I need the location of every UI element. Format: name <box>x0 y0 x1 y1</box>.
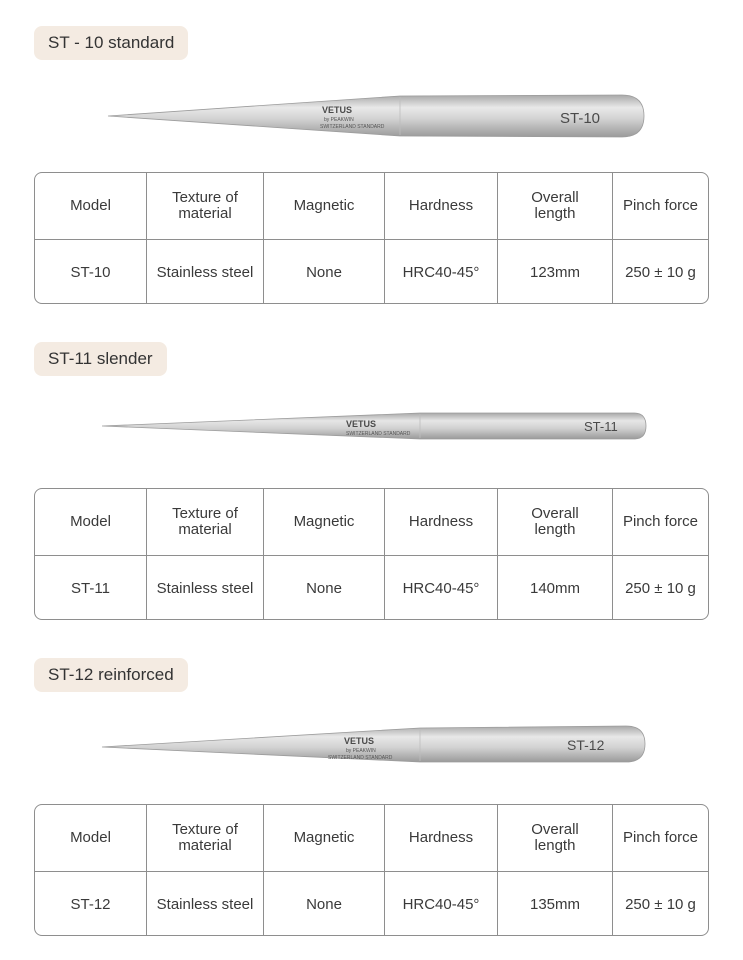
table-header-row <box>35 805 708 872</box>
header-magnetic: Magnetic <box>264 489 385 555</box>
tweezer-image <box>100 90 650 144</box>
cell-length: 123mm <box>498 240 613 304</box>
header-pinch-force: Pinch force <box>622 829 699 846</box>
header-texture-line2: material <box>178 521 232 538</box>
tweezer-subtext: by PEAKWIN <box>346 748 376 754</box>
header-hardness: Hardness <box>385 173 498 239</box>
cell-pinch-force: 250 ± 10 g <box>625 896 696 913</box>
tweezer-illustration <box>100 90 650 144</box>
header-texture-line2: material <box>178 205 232 222</box>
cell-pinch-force: 250 ± 10 g <box>625 580 696 597</box>
header-length-line1: Overall <box>531 189 579 206</box>
cell-magnetic: None <box>264 556 385 620</box>
header-texture <box>147 173 264 239</box>
tweezer-subtext: SWITZERLAND STANDARD <box>346 431 411 437</box>
header-length-line1: Overall <box>531 505 579 522</box>
tweezer-subtext: SWITZERLAND STANDARD <box>320 124 385 130</box>
tweezer-brand-text: VETUS <box>344 736 375 746</box>
header-texture <box>147 489 264 555</box>
header-texture-line2: material <box>178 837 232 854</box>
tweezer-subtext: by PEAKWIN <box>324 117 354 123</box>
tweezer-model-text: ST-12 <box>567 737 605 753</box>
product-section-st11 <box>0 316 743 632</box>
header-model: Model <box>35 173 147 239</box>
cell-hardness: HRC40-45° <box>385 556 498 620</box>
table-row <box>35 556 708 620</box>
tweezer-illustration <box>100 406 650 460</box>
header-length-line2: length <box>534 837 576 854</box>
cell-pinch-force: 250 ± 10 g <box>625 264 696 281</box>
header-pinch-force: Pinch force <box>622 513 699 530</box>
cell-material: Stainless steel <box>147 240 264 304</box>
header-texture-line1: Texture of <box>172 505 238 522</box>
header-magnetic: Magnetic <box>264 173 385 239</box>
cell-model: ST-12 <box>35 872 147 936</box>
header-texture <box>147 805 264 871</box>
cell-hardness: HRC40-45° <box>385 872 498 936</box>
spec-table <box>34 804 709 936</box>
header-magnetic: Magnetic <box>264 805 385 871</box>
spec-table <box>34 488 709 620</box>
tweezer-image <box>100 722 650 776</box>
table-row <box>35 240 708 304</box>
header-hardness: Hardness <box>385 805 498 871</box>
spec-table <box>34 172 709 304</box>
header-model: Model <box>35 489 147 555</box>
header-pinch-force: Pinch force <box>622 197 699 214</box>
header-texture-line1: Texture of <box>172 189 238 206</box>
cell-magnetic: None <box>264 872 385 936</box>
tweezer-brand-text: VETUS <box>346 419 377 429</box>
tweezer-model-text: ST-11 <box>584 419 618 434</box>
cell-magnetic: None <box>264 240 385 304</box>
tweezer-model-text: ST-10 <box>560 110 601 127</box>
tweezer-subtext: SWITZERLAND STANDARD <box>328 755 393 761</box>
header-length <box>498 805 613 871</box>
product-title-label: ST-12 reinforced <box>34 658 188 692</box>
product-title-label: ST-11 slender <box>34 342 167 376</box>
header-model: Model <box>35 805 147 871</box>
header-length <box>498 173 613 239</box>
cell-material: Stainless steel <box>147 872 264 936</box>
header-texture-line1: Texture of <box>172 821 238 838</box>
header-length-line2: length <box>534 521 576 538</box>
header-length-line1: Overall <box>531 821 579 838</box>
product-section-st12 <box>0 632 743 948</box>
header-hardness: Hardness <box>385 489 498 555</box>
header-length-line2: length <box>534 205 576 222</box>
product-title-label: ST - 10 standard <box>34 26 188 60</box>
cell-model: ST-11 <box>35 556 147 620</box>
cell-material: Stainless steel <box>147 556 264 620</box>
product-section-st10 <box>0 0 743 316</box>
table-header-row <box>35 489 708 556</box>
cell-model: ST-10 <box>35 240 147 304</box>
tweezer-image <box>100 406 650 460</box>
cell-length: 135mm <box>498 872 613 936</box>
table-row <box>35 872 708 936</box>
tweezer-brand-text: VETUS <box>322 105 353 115</box>
header-length <box>498 489 613 555</box>
table-header-row <box>35 173 708 240</box>
cell-hardness: HRC40-45° <box>385 240 498 304</box>
tweezer-illustration <box>100 722 650 776</box>
cell-length: 140mm <box>498 556 613 620</box>
